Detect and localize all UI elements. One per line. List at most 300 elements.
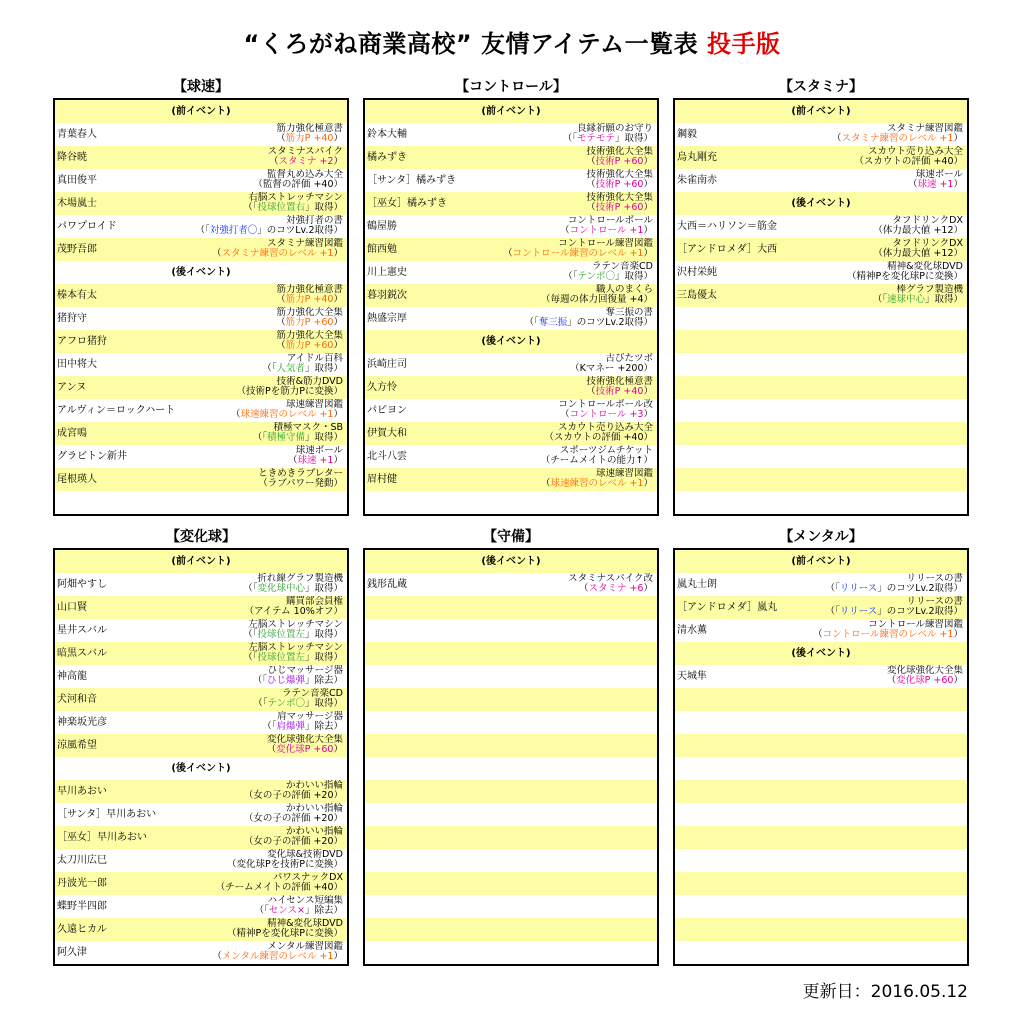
empty-row bbox=[675, 711, 967, 734]
item-effect bbox=[253, 676, 343, 686]
effect-prefix: （体力最大値 +12） bbox=[873, 248, 963, 259]
table-row bbox=[55, 642, 347, 665]
event-header: (前イベント) bbox=[365, 100, 657, 123]
item-name: コントロールボール改 bbox=[558, 399, 653, 410]
item-effect bbox=[586, 157, 653, 167]
item-name: 左脳ストレッチマシン bbox=[248, 642, 343, 653]
empty-row bbox=[675, 918, 967, 941]
item-effect bbox=[268, 157, 343, 167]
character-name: 丹波光一郎 bbox=[57, 878, 107, 889]
character-name: グラビトン新井 bbox=[57, 451, 127, 462]
effect-suffix: ） bbox=[333, 340, 343, 351]
item-table bbox=[363, 548, 659, 966]
effect-highlight: モテモテ bbox=[576, 133, 615, 144]
effect-highlight: 球速練習のレベル +1 bbox=[550, 478, 644, 489]
character-name: 清水薫 bbox=[677, 625, 707, 636]
effect-suffix: 」取得） bbox=[304, 652, 343, 663]
item-effect bbox=[873, 226, 963, 236]
effect-suffix: ） bbox=[643, 478, 653, 489]
empty-row bbox=[675, 872, 967, 895]
item-cell bbox=[253, 170, 343, 190]
item-cell bbox=[568, 574, 653, 594]
item-effect bbox=[227, 860, 343, 870]
item-name: ひじマッサージ器 bbox=[267, 665, 343, 676]
table-row bbox=[55, 734, 347, 757]
item-cell bbox=[887, 666, 963, 686]
empty-row bbox=[675, 353, 967, 376]
empty-row bbox=[365, 918, 657, 941]
item-cell bbox=[212, 942, 343, 962]
character-name: 銭形乱蔵 bbox=[367, 579, 407, 590]
effect-suffix: 」取得） bbox=[924, 294, 963, 305]
character-name: 青葉春人 bbox=[57, 129, 97, 140]
character-name: パワプロイド bbox=[57, 221, 117, 232]
effect-highlight: 球速 +1 bbox=[297, 455, 334, 466]
section-title: 【スタミナ】 bbox=[779, 79, 863, 95]
character-name: 太刀川広巳 bbox=[57, 855, 107, 866]
character-name: ［巫女］早川あおい bbox=[57, 832, 147, 843]
effect-prefix: （ bbox=[212, 951, 222, 962]
effect-highlight: 肩爆弾 bbox=[276, 721, 305, 732]
item-effect bbox=[237, 387, 343, 397]
item-name: 購買部会員権 bbox=[285, 596, 343, 607]
item-effect bbox=[227, 929, 343, 939]
effect-highlight: 速球中心 bbox=[886, 294, 925, 305]
effect-suffix: ） bbox=[333, 317, 343, 328]
character-name: 降谷暁 bbox=[57, 152, 87, 163]
effect-prefix: （ bbox=[287, 455, 298, 466]
table-row bbox=[365, 192, 657, 215]
item-name: 球速ボール bbox=[915, 169, 963, 180]
effect-prefix: （チームメイトの評価 +40） bbox=[215, 882, 343, 893]
item-name: 監督丸め込み大全 bbox=[266, 169, 343, 180]
item-cell bbox=[563, 124, 653, 144]
character-name: 鶴屋勝 bbox=[367, 221, 397, 232]
item-name: ハイセンス短編集 bbox=[267, 895, 343, 906]
effect-prefix: （ bbox=[560, 225, 570, 236]
item-name: かわいい指輪 bbox=[285, 780, 343, 791]
table-row bbox=[365, 169, 657, 192]
item-name: 筋力強化極意書 bbox=[276, 123, 343, 134]
item-effect bbox=[276, 134, 343, 144]
title-accent: 投手版 bbox=[706, 30, 781, 58]
item-effect bbox=[255, 906, 343, 916]
empty-row bbox=[365, 642, 657, 665]
table-row bbox=[55, 192, 347, 215]
item-cell bbox=[268, 147, 343, 167]
table-row bbox=[55, 803, 347, 826]
item-cell bbox=[237, 377, 343, 397]
table-row bbox=[55, 215, 347, 238]
effect-highlight: 技術P +60 bbox=[595, 202, 644, 213]
section-title: 【球速】 bbox=[173, 79, 229, 95]
table-row bbox=[365, 445, 657, 468]
character-name: ［サンタ］早川あおい bbox=[57, 809, 157, 820]
effect-prefix: （ bbox=[907, 179, 918, 190]
effect-prefix: （ bbox=[586, 386, 596, 397]
item-name: リリースの書 bbox=[906, 596, 963, 607]
effect-highlight: 球速 +1 bbox=[917, 179, 954, 190]
item-cell bbox=[276, 124, 343, 144]
effect-prefix: （女の子の評価 +20） bbox=[243, 790, 343, 801]
item-cell bbox=[195, 216, 343, 236]
item-name: 球速練習図鑑 bbox=[285, 399, 343, 410]
table-row bbox=[55, 284, 347, 307]
effect-prefix: （ bbox=[586, 202, 596, 213]
item-cell bbox=[825, 597, 963, 617]
effect-suffix: ） bbox=[953, 179, 963, 190]
table-row bbox=[365, 376, 657, 399]
empty-row bbox=[675, 330, 967, 353]
character-name: 星井スバル bbox=[57, 625, 107, 636]
table-row bbox=[55, 307, 347, 330]
effect-prefix: （毎週の体力回復量 +4） bbox=[540, 294, 653, 305]
item-effect bbox=[873, 295, 963, 305]
effect-suffix: ） bbox=[643, 248, 653, 259]
table-row bbox=[675, 146, 967, 169]
character-name: アフロ猪狩 bbox=[57, 336, 107, 347]
effect-suffix: 」のコツLv.2取得） bbox=[877, 583, 963, 594]
item-cell bbox=[586, 147, 653, 167]
table-row bbox=[55, 665, 347, 688]
item-name: 筋力強化大全集 bbox=[276, 307, 343, 318]
effect-highlight: 筋力P +40 bbox=[285, 133, 334, 144]
table-row bbox=[365, 422, 657, 445]
item-cell bbox=[586, 193, 653, 213]
item-effect bbox=[243, 630, 343, 640]
effect-highlight: メンタル練習のレベル +1 bbox=[221, 951, 334, 962]
item-cell bbox=[244, 827, 343, 847]
effect-suffix: 」取得） bbox=[304, 432, 343, 443]
item-cell bbox=[524, 308, 653, 328]
effect-highlight: スタミナ練習のレベル +1 bbox=[841, 133, 954, 144]
character-name: 久方怜 bbox=[367, 382, 397, 393]
item-effect bbox=[216, 883, 343, 893]
character-name: アンヌ bbox=[57, 382, 87, 393]
item-cell bbox=[544, 423, 653, 443]
table-row bbox=[365, 261, 657, 284]
table-row bbox=[55, 468, 347, 491]
event-header: (後イベント) bbox=[55, 261, 347, 284]
effect-highlight: テンポ〇 bbox=[577, 271, 615, 282]
effect-suffix: 」取得） bbox=[304, 363, 343, 374]
item-name: かわいい指輪 bbox=[285, 826, 343, 837]
item-effect bbox=[825, 607, 963, 617]
effect-prefix: （ bbox=[560, 409, 570, 420]
item-cell bbox=[541, 469, 653, 489]
effect-prefix: （「 bbox=[825, 606, 840, 617]
item-name: 精神&変化球DVD bbox=[887, 261, 963, 272]
section-kyusoku bbox=[53, 76, 349, 516]
effect-suffix: ） bbox=[333, 744, 343, 755]
item-cell bbox=[253, 689, 343, 709]
effect-prefix: （「 bbox=[252, 675, 267, 686]
item-effect bbox=[568, 584, 653, 594]
table-row bbox=[365, 215, 657, 238]
effect-prefix: （「 bbox=[262, 363, 277, 374]
item-cell bbox=[541, 285, 653, 305]
effect-highlight: 奪三振 bbox=[538, 317, 568, 328]
item-cell bbox=[216, 873, 343, 893]
event-header: (前イベント) bbox=[55, 550, 347, 573]
item-name: かわいい指輪 bbox=[285, 803, 343, 814]
item-cell bbox=[255, 896, 343, 916]
item-cell bbox=[262, 354, 343, 374]
item-effect bbox=[887, 676, 963, 686]
effect-suffix: 」取得） bbox=[304, 698, 343, 709]
item-effect bbox=[253, 180, 343, 190]
item-cell bbox=[586, 377, 653, 397]
effect-prefix: （スカウトの評価 +40） bbox=[544, 432, 653, 443]
table-row bbox=[365, 353, 657, 376]
effect-prefix: （精神Pを変化球Pに変換） bbox=[227, 928, 343, 939]
character-name: 真田俊平 bbox=[57, 175, 97, 186]
item-name: スタミナ練習図鑑 bbox=[886, 123, 963, 134]
table-row bbox=[55, 422, 347, 445]
effect-suffix: ） bbox=[333, 951, 343, 962]
item-effect bbox=[258, 479, 343, 489]
character-name: 北斗八雲 bbox=[367, 451, 407, 462]
effect-highlight: スタミナ +6 bbox=[588, 583, 644, 594]
table-row bbox=[55, 826, 347, 849]
item-name: スカウト売り込み大全 bbox=[867, 146, 963, 157]
effect-prefix: （「 bbox=[825, 583, 840, 594]
updated-date: 更新日：2016.05.12 bbox=[802, 982, 968, 1002]
effect-highlight: リリース bbox=[839, 583, 878, 594]
character-name: 田中将大 bbox=[57, 359, 97, 370]
item-name: コントロール練習図鑑 bbox=[558, 238, 653, 249]
event-header: (後イベント) bbox=[55, 757, 347, 780]
item-effect bbox=[832, 134, 963, 144]
table-row bbox=[675, 169, 967, 192]
empty-row bbox=[675, 688, 967, 711]
character-name: 橘みずき bbox=[367, 152, 407, 163]
empty-row bbox=[365, 734, 657, 757]
item-name: 技術強化大全集 bbox=[586, 192, 653, 203]
table-row bbox=[55, 688, 347, 711]
item-cell bbox=[288, 446, 343, 466]
item-name: 筋力強化大全集 bbox=[276, 330, 343, 341]
table-row bbox=[55, 169, 347, 192]
effect-highlight: 技術P +40 bbox=[595, 386, 644, 397]
item-name: 技術強化極意書 bbox=[586, 376, 653, 387]
effect-highlight: 対強打者〇 bbox=[209, 225, 258, 236]
effect-prefix: （「 bbox=[253, 698, 268, 709]
event-header: (後イベント) bbox=[365, 330, 657, 353]
effect-highlight: 技術P +60 bbox=[595, 179, 644, 190]
item-effect bbox=[586, 203, 653, 213]
effect-highlight: スタミナ +2 bbox=[278, 156, 334, 167]
empty-row bbox=[365, 596, 657, 619]
item-name: タフドリンクDX bbox=[892, 215, 963, 226]
effect-prefix: （ bbox=[211, 248, 222, 259]
character-name: 猪狩守 bbox=[57, 313, 87, 324]
effect-suffix: ） bbox=[643, 156, 653, 167]
table-row bbox=[55, 711, 347, 734]
effect-highlight: コントロール +1 bbox=[569, 225, 644, 236]
item-effect bbox=[212, 952, 343, 962]
item-effect bbox=[288, 456, 343, 466]
empty-row bbox=[675, 826, 967, 849]
character-name: 榛本有太 bbox=[57, 290, 97, 301]
item-effect bbox=[524, 318, 653, 328]
item-effect bbox=[586, 387, 653, 397]
item-table bbox=[363, 98, 659, 516]
item-effect bbox=[276, 295, 343, 305]
table-row bbox=[55, 918, 347, 941]
character-name: 神楽坂光彦 bbox=[57, 717, 107, 728]
item-name: スポーツジムチケット bbox=[559, 445, 653, 456]
item-effect bbox=[558, 410, 653, 420]
character-name: 蝶野半四郎 bbox=[57, 901, 107, 912]
effect-prefix: （スカウトの評価 +40） bbox=[854, 156, 963, 167]
effect-highlight: リリース bbox=[839, 606, 878, 617]
item-cell bbox=[873, 239, 963, 259]
item-effect bbox=[244, 791, 343, 801]
item-table bbox=[53, 98, 349, 516]
character-name: 暮羽鋭次 bbox=[367, 290, 407, 301]
empty-row bbox=[365, 826, 657, 849]
character-name: 大西＝ハリソン＝筋金 bbox=[677, 221, 777, 232]
character-name: 鈴本大輔 bbox=[367, 129, 407, 140]
item-name: コントロール練習図鑑 bbox=[868, 619, 963, 630]
item-cell bbox=[586, 170, 653, 190]
table-row bbox=[55, 445, 347, 468]
item-name: スカウト売り込み大全 bbox=[557, 422, 653, 433]
character-name: 茂野吾郎 bbox=[57, 244, 97, 255]
table-row bbox=[675, 284, 967, 307]
empty-row bbox=[675, 895, 967, 918]
item-name: 奪三振の書 bbox=[605, 307, 653, 318]
character-name: 沢村栄純 bbox=[677, 267, 717, 278]
effect-prefix: （精神Pを変化球Pに変換） bbox=[847, 271, 963, 282]
item-effect bbox=[243, 653, 343, 663]
item-name: メンタル練習図鑑 bbox=[267, 941, 343, 952]
item-name: 変化球強化大全集 bbox=[266, 734, 343, 745]
empty-row bbox=[365, 665, 657, 688]
item-effect bbox=[212, 249, 343, 259]
effect-suffix: 」のコツLv.2取得） bbox=[257, 225, 343, 236]
table-row bbox=[365, 123, 657, 146]
table-row bbox=[675, 261, 967, 284]
effect-suffix: ） bbox=[333, 409, 343, 420]
table-row bbox=[675, 596, 967, 619]
item-name: 古びたツボ bbox=[605, 353, 653, 364]
item-cell bbox=[873, 216, 963, 236]
item-name: 球速練習図鑑 bbox=[595, 468, 653, 479]
character-name: ［サンタ］橘みずき bbox=[367, 175, 457, 186]
item-name: 折れ線グラフ製造機 bbox=[257, 573, 343, 584]
effect-prefix: （「 bbox=[872, 294, 887, 305]
table-row bbox=[365, 468, 657, 491]
character-name: 早川あおい bbox=[57, 786, 107, 797]
effect-highlight: 筋力P +60 bbox=[285, 317, 334, 328]
effect-suffix: ） bbox=[333, 156, 343, 167]
character-name: 伊賀大和 bbox=[367, 428, 407, 439]
empty-row bbox=[365, 895, 657, 918]
item-name: 肩マッサージ器 bbox=[277, 711, 343, 722]
effect-prefix: （「 bbox=[243, 629, 258, 640]
empty-row bbox=[675, 376, 967, 399]
effect-prefix: （ bbox=[503, 248, 513, 259]
table-row bbox=[55, 596, 347, 619]
item-cell bbox=[560, 216, 653, 236]
item-cell bbox=[244, 597, 343, 617]
item-name: 球速ボール bbox=[295, 445, 343, 456]
item-effect bbox=[908, 180, 963, 190]
section-henkakyu bbox=[53, 526, 349, 966]
empty-row bbox=[675, 468, 967, 491]
item-cell bbox=[276, 331, 343, 351]
character-name: 鋼毅 bbox=[677, 129, 697, 140]
effect-prefix: （ bbox=[886, 675, 897, 686]
effect-suffix: 」除去） bbox=[304, 721, 343, 732]
item-cell bbox=[243, 620, 343, 640]
item-effect bbox=[541, 456, 653, 466]
item-effect bbox=[503, 249, 653, 259]
effect-prefix: （「 bbox=[195, 225, 210, 236]
empty-row bbox=[675, 491, 967, 514]
item-effect bbox=[262, 722, 343, 732]
effect-highlight: スタミナ練習のレベル +1 bbox=[221, 248, 334, 259]
item-effect bbox=[560, 226, 653, 236]
effect-highlight: センス× bbox=[268, 905, 305, 916]
item-name: ときめきラブレター bbox=[258, 468, 343, 479]
item-effect bbox=[244, 814, 343, 824]
item-name: スタミナ練習図鑑 bbox=[266, 238, 343, 249]
character-name: ［アンドロメダ］大西 bbox=[677, 244, 778, 255]
item-name: 精神&変化球DVD bbox=[267, 918, 343, 929]
item-effect bbox=[243, 584, 343, 594]
item-effect bbox=[262, 364, 343, 374]
character-name: 涼風希望 bbox=[57, 740, 97, 751]
page-title bbox=[0, 24, 1024, 59]
item-name: ラテン音楽CD bbox=[592, 261, 653, 272]
effect-highlight: 積極守備 bbox=[266, 432, 305, 443]
character-name: 犬河和音 bbox=[57, 694, 97, 705]
item-effect bbox=[253, 433, 343, 443]
effect-highlight: テンポ〇 bbox=[267, 698, 305, 709]
event-header: (後イベント) bbox=[675, 642, 967, 665]
item-effect bbox=[570, 364, 653, 374]
item-effect bbox=[544, 433, 653, 443]
item-cell bbox=[243, 574, 343, 594]
item-effect bbox=[586, 180, 653, 190]
effect-suffix: 」のコツLv.2取得） bbox=[567, 317, 653, 328]
effect-prefix: （「 bbox=[262, 721, 277, 732]
empty-row bbox=[675, 422, 967, 445]
table-row bbox=[55, 895, 347, 918]
empty-row bbox=[675, 780, 967, 803]
section-title: 【変化球】 bbox=[166, 529, 236, 545]
character-name: 川上憲史 bbox=[367, 267, 407, 278]
section-title: 【コントロール】 bbox=[455, 79, 567, 95]
table-row bbox=[55, 123, 347, 146]
empty-row bbox=[675, 734, 967, 757]
event-header: (前イベント) bbox=[675, 100, 967, 123]
item-effect bbox=[825, 584, 963, 594]
effect-highlight: コントロール練習のレベル +1 bbox=[822, 629, 954, 640]
table-row bbox=[675, 619, 967, 642]
effect-prefix: （女の子の評価 +20） bbox=[243, 813, 343, 824]
character-name: 成宮鳴 bbox=[57, 428, 87, 439]
effect-prefix: （変化球Pを技術Pに変換） bbox=[227, 859, 343, 870]
item-cell bbox=[276, 285, 343, 305]
effect-prefix: （ bbox=[230, 409, 241, 420]
table-row bbox=[365, 399, 657, 422]
item-name: 職人のまくら bbox=[595, 284, 653, 295]
table-row bbox=[365, 146, 657, 169]
